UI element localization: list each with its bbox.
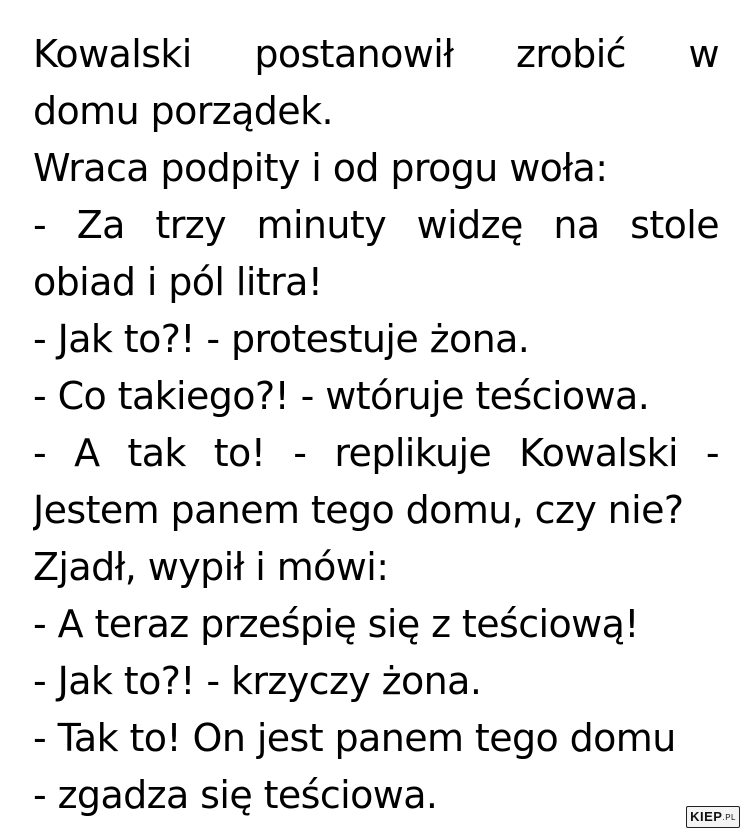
joke-line: Kowalski postanowił zrobić w [33,32,719,76]
joke-line: - A teraz prześpię się z teściową! [33,602,639,646]
watermark-suffix: .PL [722,813,736,822]
joke-line: - zgadza się teściowa. [33,773,438,817]
joke-line: - Jak to?! - protestuje żona. [33,317,530,361]
joke-line: - Tak to! On jest panem tego domu [33,716,676,760]
joke-text-block [33,26,719,824]
joke-line: - A tak to! - replikuje Kowalski - [33,431,719,475]
joke-line: domu porządek. [33,89,333,133]
joke-line: Jestem panem tego domu, czy nie? [33,488,684,532]
joke-line: obiad i pól litra! [33,260,323,304]
watermark-brand: KIEP [690,809,723,824]
joke-line: Zjadł, wypił i mówi: [33,545,389,589]
joke-line: - Co takiego?! - wtóruje teściowa. [33,374,650,418]
joke-line: - Za trzy minuty widzę na stole [33,203,719,247]
joke-line: - Jak to?! - krzyczy żona. [33,659,482,703]
joke-line: Wraca podpity i od progu woła: [33,146,608,190]
kiep-watermark-logo [686,806,740,828]
